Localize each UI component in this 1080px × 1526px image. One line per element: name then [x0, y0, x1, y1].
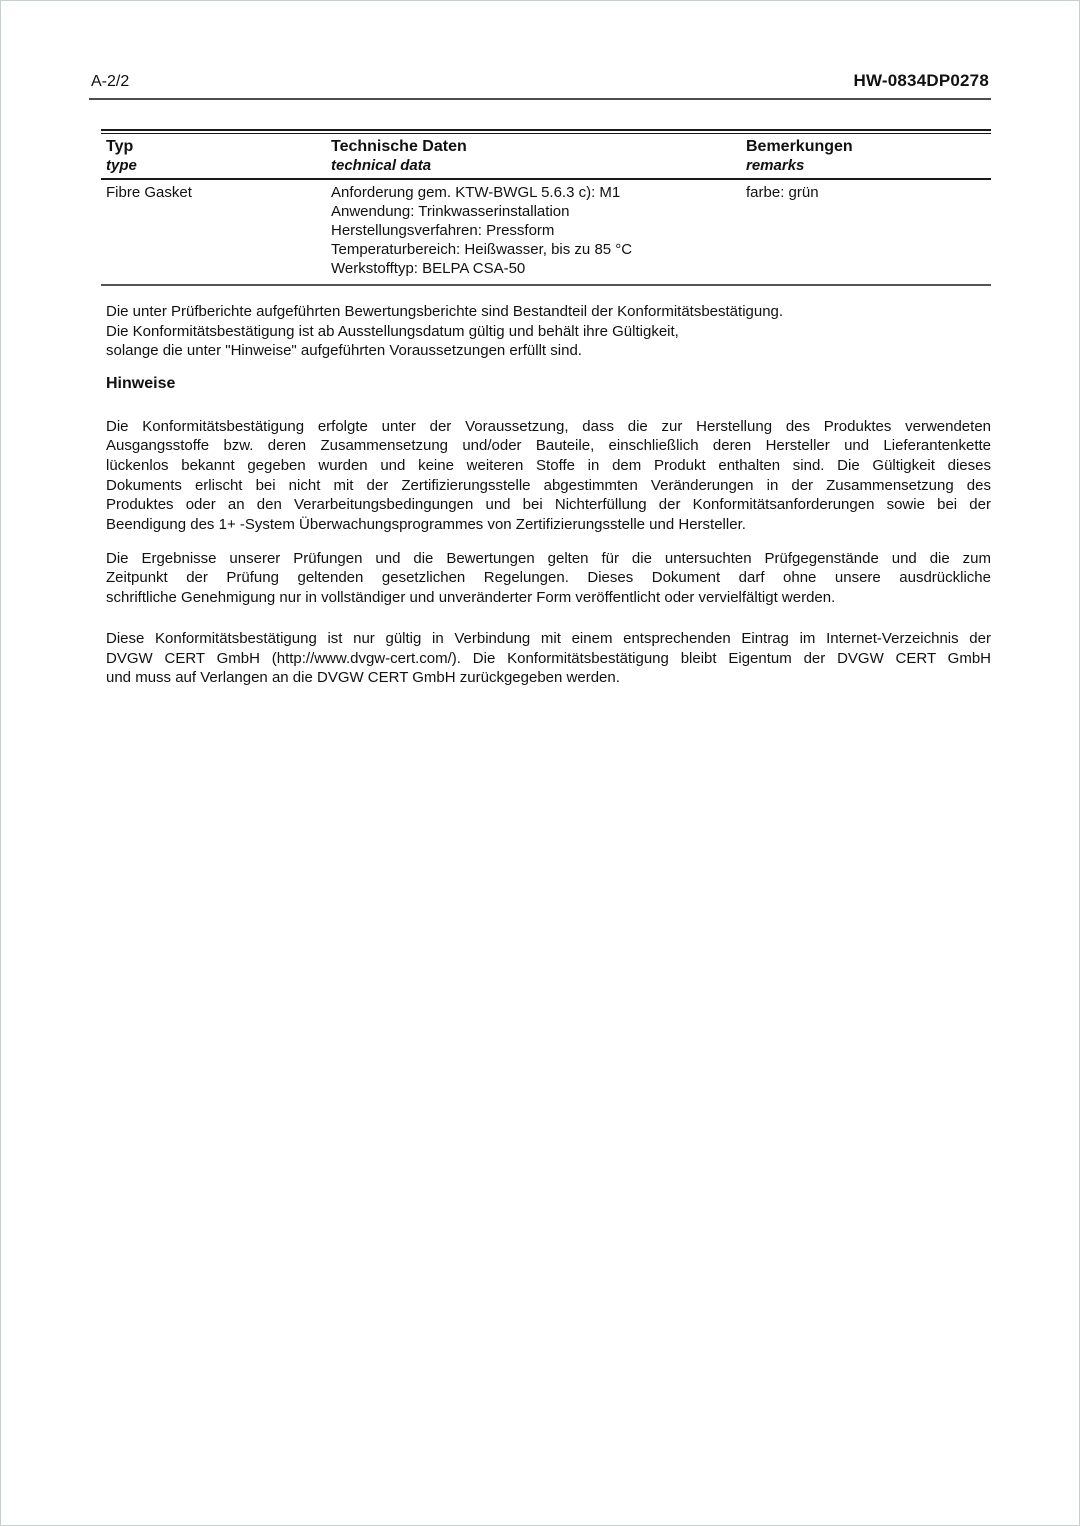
text-line: schriftliche Genehmigung nur in vollständiger und unveränderter Form veröffentlicht oder vervielfältigt werden.	[106, 589, 836, 607]
text-line: Beendigung des 1+ -System Überwachungsprogrammes von Zertifizierungsstelle und Hersteller.	[106, 516, 746, 534]
cell-technical-data	[331, 183, 746, 278]
column-header-typ-de: Typ	[106, 138, 134, 155]
text-line: Dokuments erlischt bei nicht mit der Zertifizierungsstelle abgestimmten Veränderungen in der Zusammensetzung des	[106, 476, 991, 494]
hinweise-paragraph-2	[106, 549, 991, 608]
hinweise-heading: Hinweise	[106, 374, 176, 392]
column-header-bemerkungen	[746, 137, 991, 175]
column-header-typ	[101, 137, 331, 175]
page-number: A-2/2	[91, 73, 130, 90]
column-header-technische-daten-en: technical data	[331, 157, 432, 174]
tech-data-line: Herstellungsverfahren: Pressform	[331, 222, 555, 239]
column-header-technische-daten-de: Technische Daten	[331, 138, 467, 155]
text-line: Produktes oder an den Verarbeitungsbedingungen und bei Nichterfüllung der Konformitätsanforderungen sowie bei der	[106, 496, 991, 514]
tech-data-line: Anforderung gem. KTW-BWGL 5.6.3 c): M1	[331, 184, 621, 201]
column-header-technische-daten	[331, 137, 746, 175]
table-header-row	[101, 134, 991, 178]
tech-data-line: Werkstofftyp: BELPA CSA-50	[331, 260, 526, 277]
product-table	[101, 129, 991, 286]
document-number: HW-0834DP0278	[853, 71, 989, 90]
text-line: lückenlos bekannt gegeben wurden und keine weiteren Stoffe in dem Produkt enthalten sind. Die Gültigkeit dieses	[106, 456, 991, 474]
cell-type: Fibre Gasket	[106, 184, 192, 201]
column-header-typ-en: type	[106, 157, 137, 174]
text-line: DVGW CERT GmbH (http://www.dvgw-cert.com/). Die Konformitätsbestätigung bleibt Eigentum der DVGW CERT GmbH	[106, 649, 991, 667]
hinweise-paragraph-3	[106, 629, 991, 688]
text-line: Die Ergebnisse unserer Prüfungen und die Bewertungen gelten für die untersuchten Prüfgegenstände und die zum	[106, 549, 991, 567]
intro-paragraph	[106, 302, 989, 361]
text-line: Die unter Prüfberichte aufgeführten Bewertungsberichte sind Bestandteil der Konformitätsbestätigung.	[106, 303, 784, 320]
tech-data-line: Temperaturbereich: Heißwasser, bis zu 85 °C	[331, 241, 633, 258]
page-header	[91, 71, 989, 91]
text-line: solange die unter "Hinweise" aufgeführten Voraussetzungen erfüllt sind.	[106, 342, 582, 359]
table-bottom-rule	[101, 284, 991, 286]
text-line: Zeitpunkt der Prüfung geltenden gesetzlichen Regelungen. Dieses Dokument darf ohne unsere ausdrückliche	[106, 569, 991, 587]
header-rule	[89, 98, 991, 100]
table-row	[101, 180, 991, 284]
cell-remarks: farbe: grün	[746, 184, 819, 201]
column-header-bemerkungen-de: Bemerkungen	[746, 138, 853, 155]
text-line: und muss auf Verlangen an die DVGW CERT GmbH zurückgegeben werden.	[106, 669, 620, 687]
hinweise-paragraph-1	[106, 417, 991, 535]
column-header-bemerkungen-en: remarks	[746, 157, 805, 174]
tech-data-line: Anwendung: Trinkwasserinstallation	[331, 203, 570, 220]
text-line: Die Konformitätsbestätigung erfolgte unter der Voraussetzung, dass die zur Herstellung des Produktes verwendeten	[106, 417, 991, 435]
text-line: Ausgangsstoffe bzw. deren Zusammensetzung und/oder Bauteile, einschließlich deren Hersteller und Lieferantenkette	[106, 437, 991, 455]
text-line: Die Konformitätsbestätigung ist ab Ausstellungsdatum gültig und behält ihre Gültigkeit,	[106, 322, 679, 340]
text-line: Diese Konformitätsbestätigung ist nur gültig in Verbindung mit einem entsprechenden Eintrag im Internet-Verzeichnis der	[106, 629, 991, 647]
